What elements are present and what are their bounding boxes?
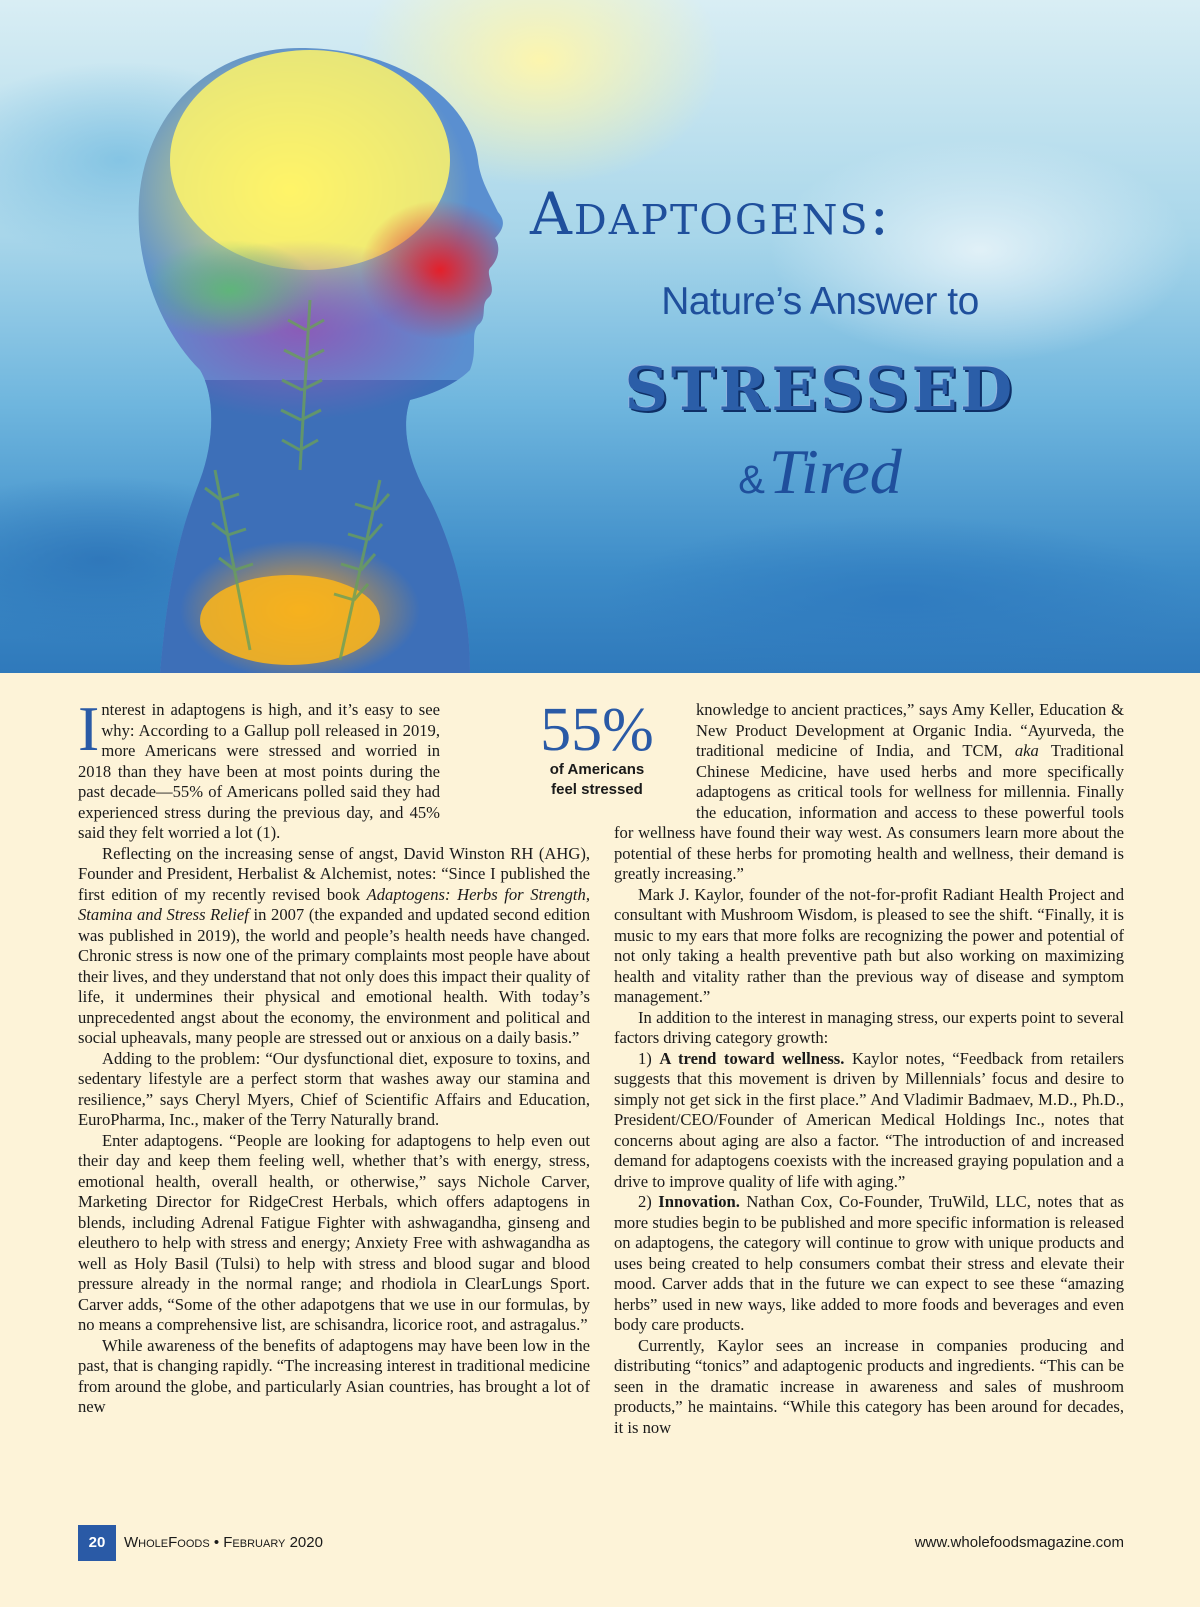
ampersand: & [738, 458, 765, 502]
publication-line: WholeFoods • February 2020 [124, 1534, 323, 1551]
watercolor-head-illustration [0, 0, 1200, 673]
paragraph: Adding to the problem: “Our dysfunctional diet, exposure to toxins, and sedentary lifestyle are a perfect storm that washes away our stamina and resilience,” says Cheryl Myers, Chief of Scientific Affairs and Education, EuroPharma, Inc., maker of the Terry Naturally brand. [78, 1048, 590, 1129]
aka-italic: aka [1014, 741, 1039, 760]
website-url: www.wholefoodsmagazine.com [914, 1534, 1124, 1551]
book-title: Adaptogens: Herbs for Strength, Stamina and Stress Relief [78, 884, 590, 924]
paragraph: knowledge to ancient practices,” says Amy Keller, Education & New Product Development at Organic India. “Ayurveda, the traditional medicine of India, and TCM, aka Traditional Chinese Medicine, have used herbs and more specifically adaptogens as critical tools for wellness for millennia. Finally the education, information and access to these powerful tools for wellness have found their way west. As consumers learn more about the potential of these herbs for promoting health and wellness, their demand is greatly increasing.” [614, 700, 1124, 883]
paragraph: 1) A trend toward wellness. Kaylor notes, “Feedback from retailers suggests that this movement is driven by Millennials’ focus and desire to simply not get sick in the first place.” And Vladimir Badmaev, M.D., Ph.D., President/CEO/Founder of American Medical Holdings Inc., notes that concerns about aging are also a factor. “The introduction of and increased demand for adaptogens coexists with the increased graying population and a drive to improve quality of life with aging.” [614, 1048, 1124, 1191]
paragraph: Currently, Kaylor sees an increase in companies producing and distributing “tonics” and adaptogenic products and ingredients. “This can be seen in the dramatic increase in awareness and sales of mushroom products,” he maintains. “While this category has been around for decades, it is now [614, 1335, 1124, 1437]
headline-stressed: STRESSED [624, 355, 1016, 425]
paragraph: 2) Innovation. Nathan Cox, Co-Founder, TruWild, LLC, notes that as more studies begin to be published and more specific information is released on adaptogens, the category will continue to grow with unique products and uses being created to help consumers combat their stress and elevate their mood. Carver adds that in the future we can expect to see these “amazing herbs” used in new ways, like added to more foods and beverages and even body care products. [614, 1192, 1124, 1334]
paragraph: While awareness of the benefits of adaptogens may have been low in the past, that is changing rapidly. “The increasing interest in traditional medicine from around the globe, and particularly Asian countries, has brought a lot of new [78, 1335, 590, 1416]
headline: Adaptogens: [530, 180, 892, 248]
article-column-right [614, 700, 1124, 1438]
page-footer [78, 1525, 1124, 1561]
paragraph: Mark J. Kaylor, founder of the not-for-profit Radiant Health Project and consultant with Mushroom Wisdom, is pleased to see the shift. “Finally, it is music to my ears that more folks are recognizing the power and potential of not only taking a health preventive path but also working on maximizing health and vitality rather than the previous way of disease and symptom management.” [614, 884, 1124, 1006]
factor-heading: Innovation. [658, 1192, 740, 1211]
stat-caption-line1: of Americans [549, 761, 645, 778]
hero-illustration [0, 0, 1200, 673]
paragraph: Interest in adaptogens is high, and it’s easy to see why: According to a Gallup poll released in 2019, more Americans were stressed and worried in 2018 than they have been at most points during the past decade—55% of Americans polled said they had experienced stress during the previous day, and 45% said they felt worried a lot (1). [78, 693, 440, 842]
factor-heading: A trend toward wellness. [659, 1048, 845, 1068]
paragraph: Reflecting on the increasing sense of angst, David Winston RH (AHG), Founder and President, Herbalist & Alchemist, notes: “Since I published the first edition of my recently revised book Adaptogens: Herbs for Strength, Stamina and Stress Relief in 2007 (the expanded and updated second edition was published in 2019), the world and people’s health needs have changed. Chronic stress is now one of the primary complaints most people have about their lives, and they understand that not only does this impact their quality of life, it undermines their physical and emotional health. With today’s unprecedented angst about the economy, the environment and political and social upheavals, many people are stressed out or anxious on a daily basis.” [78, 843, 590, 1047]
headline-tired [560, 435, 1080, 509]
tired-word: Tired [768, 436, 902, 507]
page-number: 20 [78, 1525, 116, 1561]
stat-caption-line2: feel stressed [551, 781, 643, 798]
subheadline: Nature’s Answer to [661, 280, 979, 323]
stat-value: 55% [540, 696, 654, 764]
paragraph: Enter adaptogens. “People are looking for adaptogens to help even out their day and keep them feeling well, whether that’s with energy, stress, emotional health, overall health, or otherwise,” says Nichole Carver, Marketing Director for RidgeCrest Herbals, which offers adaptogens in blends, including Adrenal Fatigue Fighter with ashwagandha, ginseng and eleuthero to help with stress and energy; Anxiety Free with ashwagandha as well as Holy Basil (Tulsi) to help with stress and blood sugar and blood pressure already in the normal range; and rhodiola in ClearLungs Sport. Carver adds, “Some of the other adapotgens that we use in our formulas, by no means a comprehensive list, are schisandra, licorice root, and astragalus.” [78, 1130, 590, 1334]
drop-cap: I [78, 693, 100, 764]
article-column-left [78, 693, 590, 1418]
paragraph: In addition to the interest in managing stress, our experts point to several factors driving category growth: [614, 1007, 1124, 1047]
